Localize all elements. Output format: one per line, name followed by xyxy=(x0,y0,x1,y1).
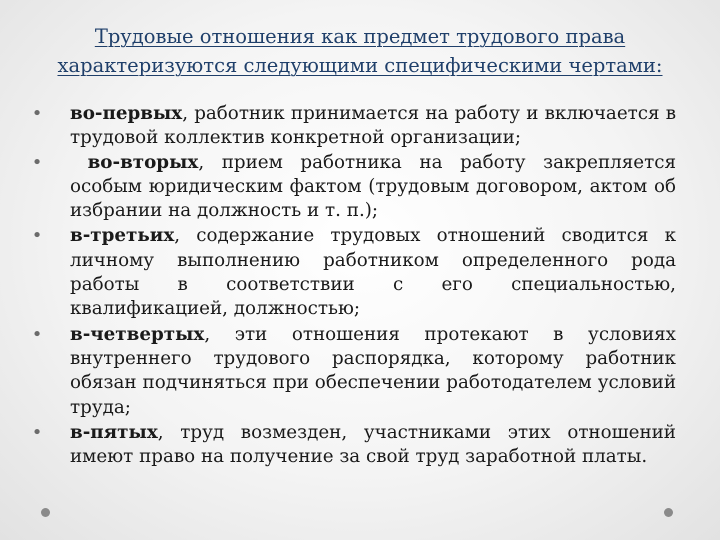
list-item-text: , прием работника на работу закрепляется особым юридическим фактом (трудовым договором, актом об избрании на должность и т. п.); xyxy=(70,151,676,222)
bullet-icon: • xyxy=(31,225,43,247)
title-line-2: характеризуются следующими специфическими чертами: xyxy=(57,54,663,77)
bullet-icon: • xyxy=(31,421,43,443)
list-item-term: в-третьих xyxy=(70,225,175,247)
title-line-1: Трудовые отношения как предмет трудового права xyxy=(94,25,626,48)
slide-title xyxy=(30,22,690,80)
list-item-term: в-четвертых xyxy=(70,323,205,345)
bullet-icon: • xyxy=(31,103,43,124)
decorative-dot-right-icon xyxy=(664,508,673,517)
list-item-term: во-первых xyxy=(70,103,183,124)
list-item-text: , эти отношения протекают в условиях внутреннего трудового распорядка, которому работник обязан подчиняться при обеспечении работодателем условий труда; xyxy=(70,323,676,418)
list-item-second xyxy=(30,151,676,224)
list-item-fifth xyxy=(30,421,676,470)
list-item-text: , содержание трудовых отношений сводится к личному выполнению работником определенного рода работы в соответствии с его специальностью, квалификацией, должностью; xyxy=(70,225,676,320)
decorative-dot-left-icon xyxy=(41,508,50,517)
list-item-first xyxy=(30,102,676,151)
list-item-third xyxy=(30,224,676,321)
list-item-term: во-вторых xyxy=(87,151,199,173)
list-item-term: в-пятых xyxy=(70,421,158,443)
list-item-text: , труд возмезден, участниками этих отношений имеют право на получение за свой труд заработной платы. xyxy=(70,421,676,468)
list-item-text: , работник принимается на работу и включается в трудовой коллектив конкретной организации; xyxy=(70,103,676,149)
bullet-icon: • xyxy=(31,151,43,173)
feature-list xyxy=(30,102,676,469)
bullet-icon: • xyxy=(31,323,43,345)
list-item-fourth xyxy=(30,323,676,420)
